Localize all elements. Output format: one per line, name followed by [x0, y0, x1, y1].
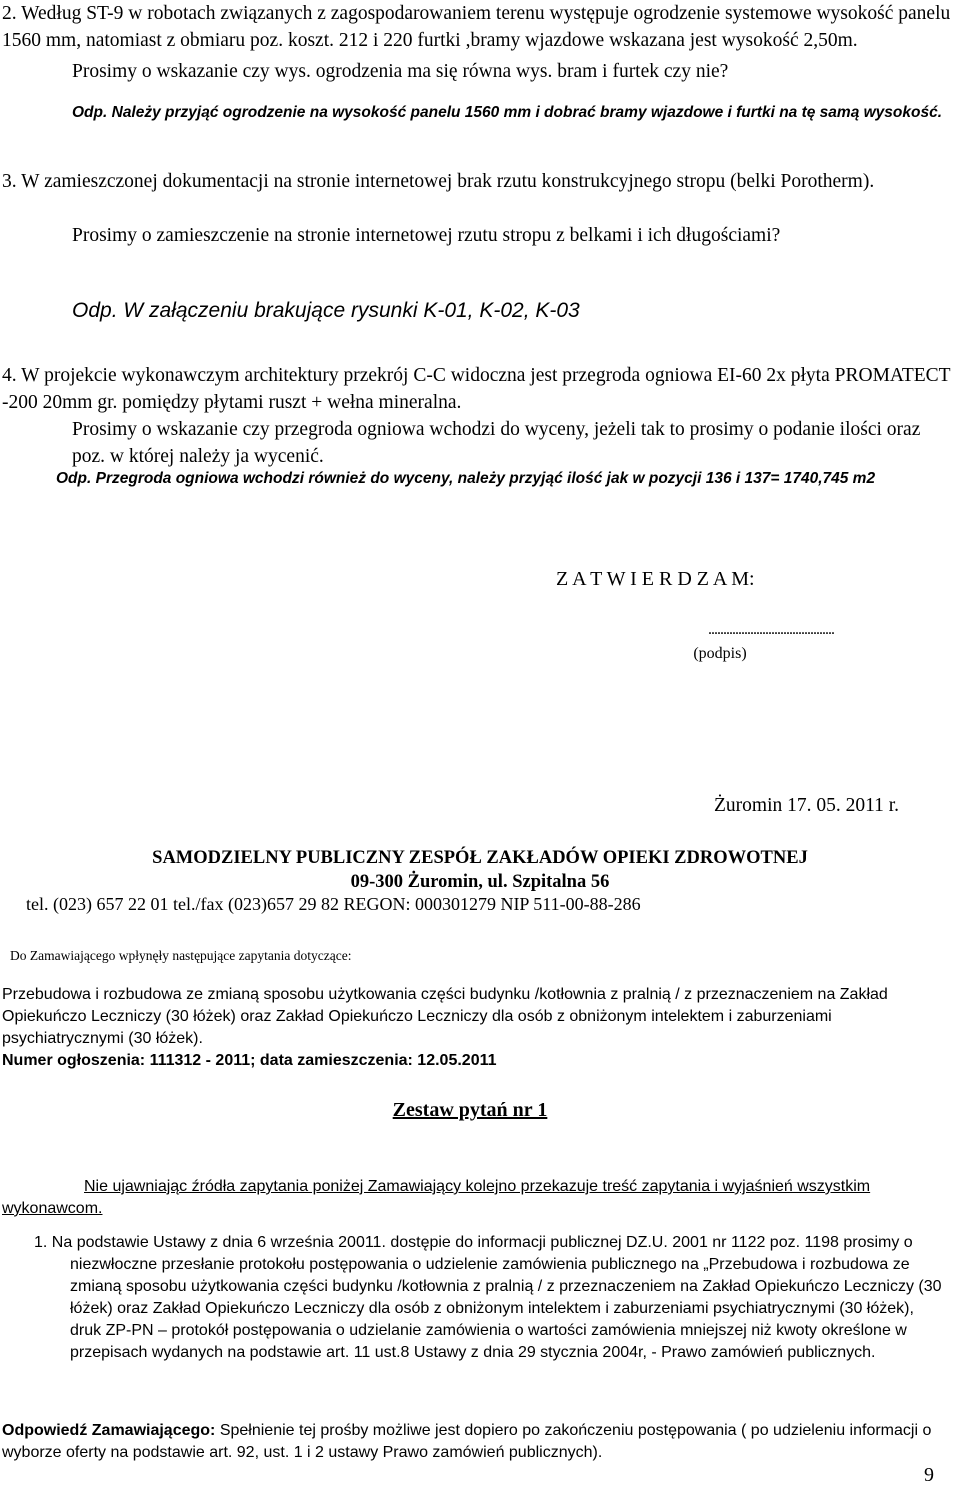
place-date: Żuromin 17. 05. 2011 r. [714, 795, 900, 816]
institution-name: SAMODZIELNY PUBLICZNY ZESPÓŁ ZAKŁADÓW OPIEKI ZDROWOTNEJ [152, 848, 808, 868]
intro-text: Do Zamawiającego wpłynęły następujące zapytania dotyczące: [10, 948, 352, 963]
question-3-request: Prosimy o zamieszczenie na stronie internetowej rzutu stropu z belkami i ich długościami? [72, 225, 781, 246]
question-3-answer: Odp. W załączeniu brakujące rysunki K-01, K-02, K-03 [72, 299, 580, 322]
set-title: Zestaw pytań nr 1 [392, 1099, 548, 1121]
notice-number: Numer ogłoszenia: 111312 - 2011; data zamieszczenia: 12.05.2011 [2, 1052, 497, 1069]
reply-label: Odpowiedź Zamawiającego: [2, 1422, 216, 1439]
question-4-answer: Odp. Przegroda ogniowa wchodzi również do wyceny, należy przyjąć ilość jak w pozycji 136 i 137= 1740,745 m2 [56, 470, 876, 487]
project-description: Przebudowa i rozbudowa ze zmianą sposobu użytkowania części budynku /kotłownia z pralnią / z przeznaczeniem na Zakład Opiekuńczo Leczniczy (30 łóżek) oraz Zakład Opiekuńczo Leczniczy dla osób z obniżonym intelektem i zaburzeniami psychiatrycznymi (30 łóżek). [2, 986, 888, 1047]
signature-caption: (podpis) [693, 645, 747, 662]
list-item-1: 1. Na podstawie Ustawy z dnia 6 września 20011. dostępie do informacji publicznej DZ.U. 2001 nr 1122 poz. 1198 prosimy o niezwłoczne przesłanie protokołu postępowania o udzielenie zamówienia publicznego na „Przebudowa i rozbudowa ze zmianą sposobu użytkowania części budynku /kotłownia z pralnią / z przeznaczeniem na Zakład Opiekuńczo Leczniczy (30 łóżek) oraz Zakład Opiekuńczo Leczniczy dla osób z obniżonym intelektem i zaburzeniami psychiatrycznymi (30 łóżek), druk ZP-PN – protokół postępowania o udzielanie zamówienia o wartości zamówienia mniejszej niż kwoty określone w przepisach wydanych na podstawie art. 11 ust.8 Ustawy z dnia 29 stycznia 2004r, - Prawo zamówień publicznych. [34, 1234, 942, 1361]
question-2-request: Prosimy o wskazanie czy wys. ogrodzenia ma się równa wys. bram i furtek czy nie? [72, 61, 729, 82]
disclaimer: Nie ujawniając źródła zapytania poniżej Zamawiający kolejno przekazuje treść zapytania i wyjaśnień wszystkim wykonawcom. [2, 1178, 871, 1217]
reply-text: Spełnienie tej prośby możliwe jest dopiero po zakończeniu postępowania ( po udzieleniu informacji o wyborze oferty na podstawie art. 92, ust. 1 i 2 ustawy Prawo zamówień publicznych). [2, 1422, 932, 1461]
signature-line: .......................................... [708, 621, 834, 638]
institution-contact: tel. (023) 657 22 01 tel./fax (023)657 29 82 REGON: 000301279 NIP 511-00-88-286 [26, 894, 641, 914]
institution-address: 09-300 Żuromin, ul. Szpitalna 56 [350, 872, 610, 892]
answer-text: Należy przyjąć ogrodzenie na wysokość panelu 1560 mm i dobrać bramy wjazdowe i furtki na tę samą wysokość. [107, 104, 943, 121]
page-number: 9 [924, 1464, 934, 1486]
approval-heading: Z A T W I E R D Z A M: [556, 568, 755, 590]
question-2-answer [72, 102, 952, 124]
answer-label: Odp. [72, 104, 108, 121]
question-4-text: 4. W projekcie wykonawczym architektury przekrój C-C widoczna jest przegroda ogniowa EI-60 2x płyta PROMATECT -200 20mm gr. pomiędzy płytami ruszt + wełna mineralna. [2, 365, 951, 413]
question-3-text: 3. W zamieszczonej dokumentacji na stronie internetowej brak rzutu konstrukcyjnego stropu (belki Porotherm). [2, 171, 875, 192]
reply-paragraph [2, 1420, 948, 1464]
question-4-request: Prosimy o wskazanie czy przegroda ogniowa wchodzi do wyceny, jeżeli tak to prosimy o podanie ilości oraz poz. w której należy ja wycenić. [72, 419, 921, 467]
question-2-text: 2. Według ST-9 w robotach związanych z zagospodarowaniem terenu występuje ogrodzenie systemowe wysokość panelu 1560 mm, natomiast z obmiaru poz. koszt. 212 i 220 furtki ,bramy wjazdowe wskazana jest wysokość 2,50m. [2, 3, 951, 51]
